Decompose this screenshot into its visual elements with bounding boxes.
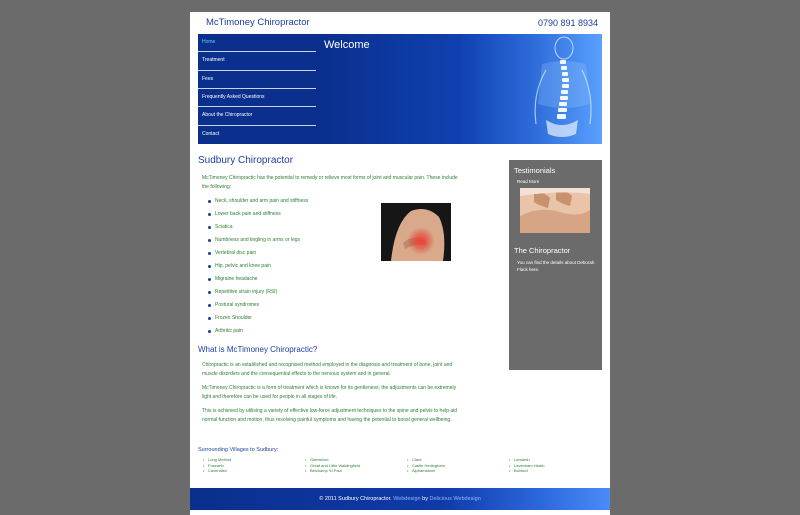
list-item: Neck, shoulder and arm pain and stiffness <box>208 197 498 210</box>
villages-column <box>300 457 398 474</box>
list-item: Frozen Shoulder <box>208 314 498 327</box>
list-item: • Long Melford <box>198 457 296 463</box>
villages-column <box>402 457 500 474</box>
list-item: Hip, pelvic and knee pain <box>208 262 498 275</box>
list-item: • Glemsford <box>300 457 398 463</box>
massage-image <box>520 188 590 233</box>
list-item: Vertebral disc pain <box>208 249 498 262</box>
header <box>190 12 610 34</box>
spine-illustration <box>502 34 602 144</box>
conditions-list <box>208 197 498 340</box>
villages-column <box>504 457 602 474</box>
villages-grid <box>198 457 602 474</box>
list-item: • Lavenham Heath <box>504 463 602 469</box>
main-content <box>198 155 498 430</box>
paragraph: This is achieved by utilising a variety of effective low-force adjustment techniques to the spine and pelvis to help aid normal function and motion, thus resolving painful symptoms and having the potential to boost general wellbeing. <box>202 408 458 423</box>
footer-by: by <box>422 496 428 502</box>
footer-copyright: © 2011 Sudbury Chiropractor. <box>319 496 392 502</box>
list-item: • Foxearth <box>198 463 296 469</box>
list-item: • Clare <box>402 457 500 463</box>
footer <box>190 488 610 510</box>
nav-item-fees[interactable]: Fees <box>198 71 316 89</box>
list-item: • Lamarsh <box>504 457 602 463</box>
villages-title: Surrounding Villages to Sudbury: <box>198 447 279 453</box>
what-is-title: What is McTimoney Chiropractic? <box>198 345 318 354</box>
list-item: • Boxford <box>504 468 602 474</box>
list-item: Sciatica <box>208 223 498 236</box>
chiropractor-title: The Chiropractor <box>514 246 571 255</box>
list-item: • Great and Little Waldingfield <box>300 463 398 469</box>
read-more-link[interactable]: Read More <box>517 179 540 184</box>
back-pain-image <box>381 203 451 261</box>
intro-text: McTimoney Chiropractic has the potential to remedy or relieve most forms of joint and muscular pain. These include the following: <box>202 175 458 190</box>
main-nav <box>198 34 316 144</box>
chiropractor-text: You can find the details about Deborah Flack here. <box>517 260 595 272</box>
nav-item-contact[interactable]: Contact <box>202 130 220 137</box>
webdesign-link[interactable]: Webdesign <box>393 496 421 502</box>
page-title: Sudbury Chiropractor <box>198 155 294 166</box>
sidebar <box>509 160 602 370</box>
list-item: Arthritic pain <box>208 327 498 340</box>
list-item: • Alphamstone <box>402 468 500 474</box>
villages-section <box>198 447 602 474</box>
nav-item-faq[interactable]: Frequently Asked Questions <box>198 89 316 107</box>
list-item: Lower back pain and stiffness <box>208 210 498 223</box>
designer-link[interactable]: Delicious Webdesign <box>429 496 481 502</box>
paragraph: McTimoney Chiropractic is a form of treatment which is known for its gentleness; the adjustments can be extremely light and therefore can be used for people in all stages of life. <box>202 385 457 400</box>
nav-item-home[interactable]: Home <box>198 34 316 52</box>
paragraph: Chiropractic is an established and recognised method employed in the diagnosis and treatment of bone, joint and muscle disorders and the consequential effects to the nervous system and in general. <box>202 362 453 377</box>
nav-item-treatment[interactable]: Treatment <box>198 52 316 70</box>
list-item: Postural syndromes <box>208 301 498 314</box>
site-brand[interactable]: McTimoney Chiropractor <box>206 17 310 28</box>
nav-item-about[interactable]: About the Chiropractor <box>198 107 316 125</box>
page-container <box>190 12 610 515</box>
list-item: • Castle Hedingham <box>402 463 500 469</box>
villages-column <box>198 457 296 474</box>
list-item: • Cavendish <box>198 468 296 474</box>
list-item: Numbness and tingling in arms or legs <box>208 236 498 249</box>
list-item: Migraine headache <box>208 275 498 288</box>
testimonials-title: Testimonials <box>514 166 556 175</box>
list-item: Repetitive strain injury (RSI) <box>208 288 498 301</box>
banner-title: Welcome <box>324 39 370 51</box>
list-item: • Belchamp St Paul <box>300 468 398 474</box>
welcome-banner <box>316 34 602 144</box>
phone-number: 0790 891 8934 <box>537 18 598 28</box>
